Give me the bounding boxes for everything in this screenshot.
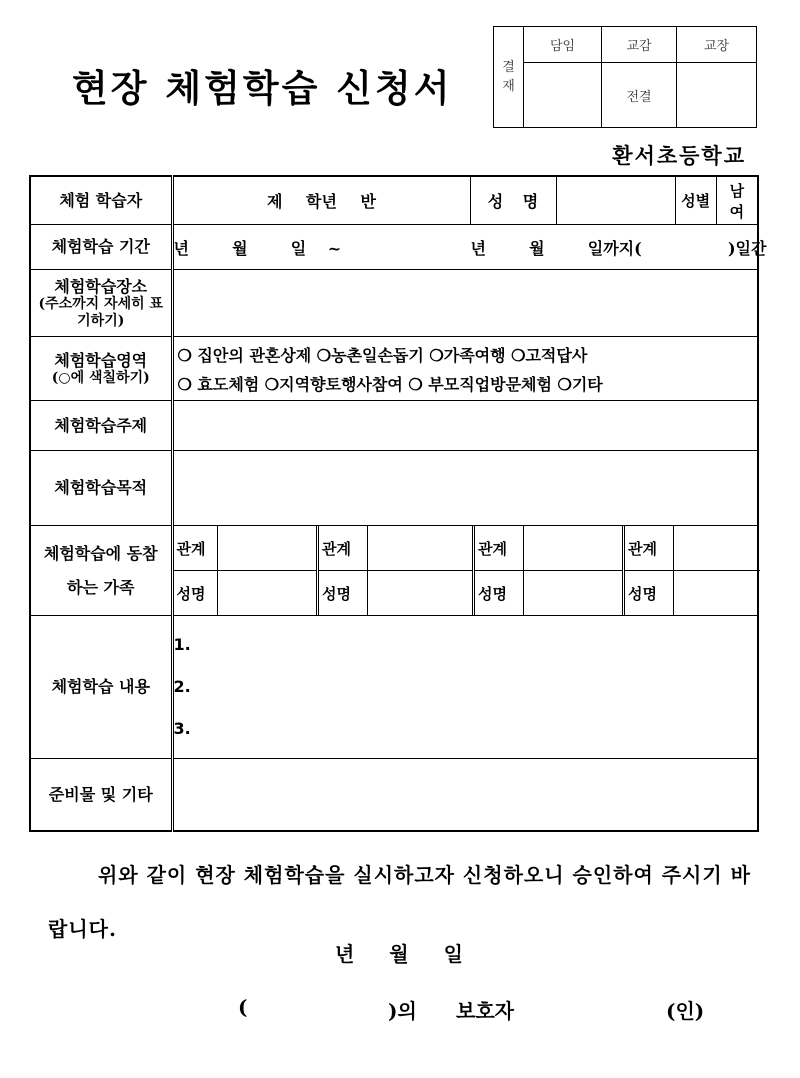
content-label: 체험학습 내용 bbox=[30, 616, 172, 759]
area-options[interactable] bbox=[172, 337, 758, 401]
gender-label: 성별 bbox=[676, 177, 717, 224]
purpose-label: 체험학습목적 bbox=[30, 451, 172, 526]
place-label-cell bbox=[30, 270, 172, 337]
family-relation-field-4[interactable] bbox=[674, 526, 760, 571]
name-field[interactable] bbox=[556, 176, 675, 225]
family-name-label-4: 성명 bbox=[624, 571, 674, 616]
purpose-field[interactable] bbox=[172, 451, 758, 526]
family-relation-label-1: 관계 bbox=[174, 526, 218, 571]
place-field[interactable] bbox=[172, 270, 758, 337]
approval-role-principal: 교장 bbox=[677, 27, 757, 63]
family-relation-label-2: 관계 bbox=[318, 526, 368, 571]
approval-jeongyeol: 전결 bbox=[602, 63, 677, 128]
family-grid bbox=[172, 526, 758, 616]
name-label: 성 명 bbox=[470, 176, 556, 225]
place-sublabel: (주소까지 자세히 표기하기) bbox=[38, 295, 164, 329]
approval-label: 결 재 bbox=[494, 27, 524, 128]
page-title: 현장 체험학습 신청서 bbox=[72, 66, 453, 110]
area-options-line-1[interactable]: ❍ 집안의 관혼상제 ❍농촌일손돕기 ❍가족여행 ❍고적답사 bbox=[177, 345, 588, 365]
family-relation-field-1[interactable] bbox=[218, 526, 318, 571]
family-name-label-3: 성명 bbox=[474, 571, 524, 616]
content-item-1: 1. bbox=[173, 635, 191, 654]
gender-cell bbox=[675, 176, 758, 225]
approval-role-homeroom: 담임 bbox=[524, 27, 602, 63]
approval-role-vice-principal: 교감 bbox=[602, 27, 677, 63]
etc-label: 준비물 및 기타 bbox=[30, 759, 172, 831]
family-relation-field-3[interactable] bbox=[524, 526, 624, 571]
guardian-seal[interactable]: (인) bbox=[666, 999, 705, 1023]
content-item-2: 2. bbox=[173, 677, 191, 696]
etc-field[interactable] bbox=[172, 759, 758, 831]
grade-class-field[interactable]: 제 학년 반 bbox=[172, 176, 470, 225]
guardian-close-paren: )의 bbox=[388, 999, 417, 1023]
family-label: 체험학습에 동참하는 가족 bbox=[30, 526, 172, 616]
application-form bbox=[29, 175, 767, 832]
family-name-field-2[interactable] bbox=[368, 571, 474, 616]
period-field[interactable]: 년 월 일 ~ 년 월 일까지( )일간 bbox=[172, 225, 758, 270]
family-relation-field-2[interactable] bbox=[368, 526, 474, 571]
topic-label: 체험학습주제 bbox=[30, 401, 172, 451]
approval-sign-principal[interactable] bbox=[677, 63, 757, 128]
family-name-field-4[interactable] bbox=[674, 571, 760, 616]
topic-field[interactable] bbox=[172, 401, 758, 451]
school-name: 환서초등학교 bbox=[612, 143, 746, 168]
content-item-3: 3. bbox=[173, 719, 191, 738]
request-text: 위와 같이 현장 체험학습을 실시하고자 신청하오니 승인하여 주시기 바랍니다. bbox=[48, 863, 751, 941]
family-relation-label-4: 관계 bbox=[624, 526, 674, 571]
area-label: 체험학습영역 bbox=[54, 350, 148, 370]
family-name-label-2: 성명 bbox=[318, 571, 368, 616]
family-name-field-3[interactable] bbox=[524, 571, 624, 616]
family-name-field-1[interactable] bbox=[218, 571, 318, 616]
approval-sign-homeroom[interactable] bbox=[524, 63, 602, 128]
gender-options[interactable]: 남 여 bbox=[729, 181, 745, 221]
place-label: 체험학습장소 bbox=[54, 276, 148, 296]
guardian-open-paren: ( bbox=[238, 995, 248, 1019]
guardian-label: 보호자 bbox=[456, 999, 514, 1023]
content-field[interactable] bbox=[172, 616, 758, 759]
family-name-label-1: 성명 bbox=[174, 571, 218, 616]
period-label: 체험학습 기간 bbox=[30, 225, 172, 270]
student-label: 체험 학습자 bbox=[30, 176, 172, 225]
approval-box bbox=[493, 26, 757, 128]
area-options-line-2[interactable]: ❍ 효도체험 ❍지역향토행사참여 ❍ 부모직업방문체험 ❍기타 bbox=[177, 374, 603, 394]
date-line[interactable]: 년 월 일 bbox=[335, 942, 463, 966]
area-label-cell bbox=[30, 337, 172, 401]
area-sublabel: (○에 색칠하기) bbox=[51, 369, 150, 386]
family-relation-label-3: 관계 bbox=[474, 526, 524, 571]
